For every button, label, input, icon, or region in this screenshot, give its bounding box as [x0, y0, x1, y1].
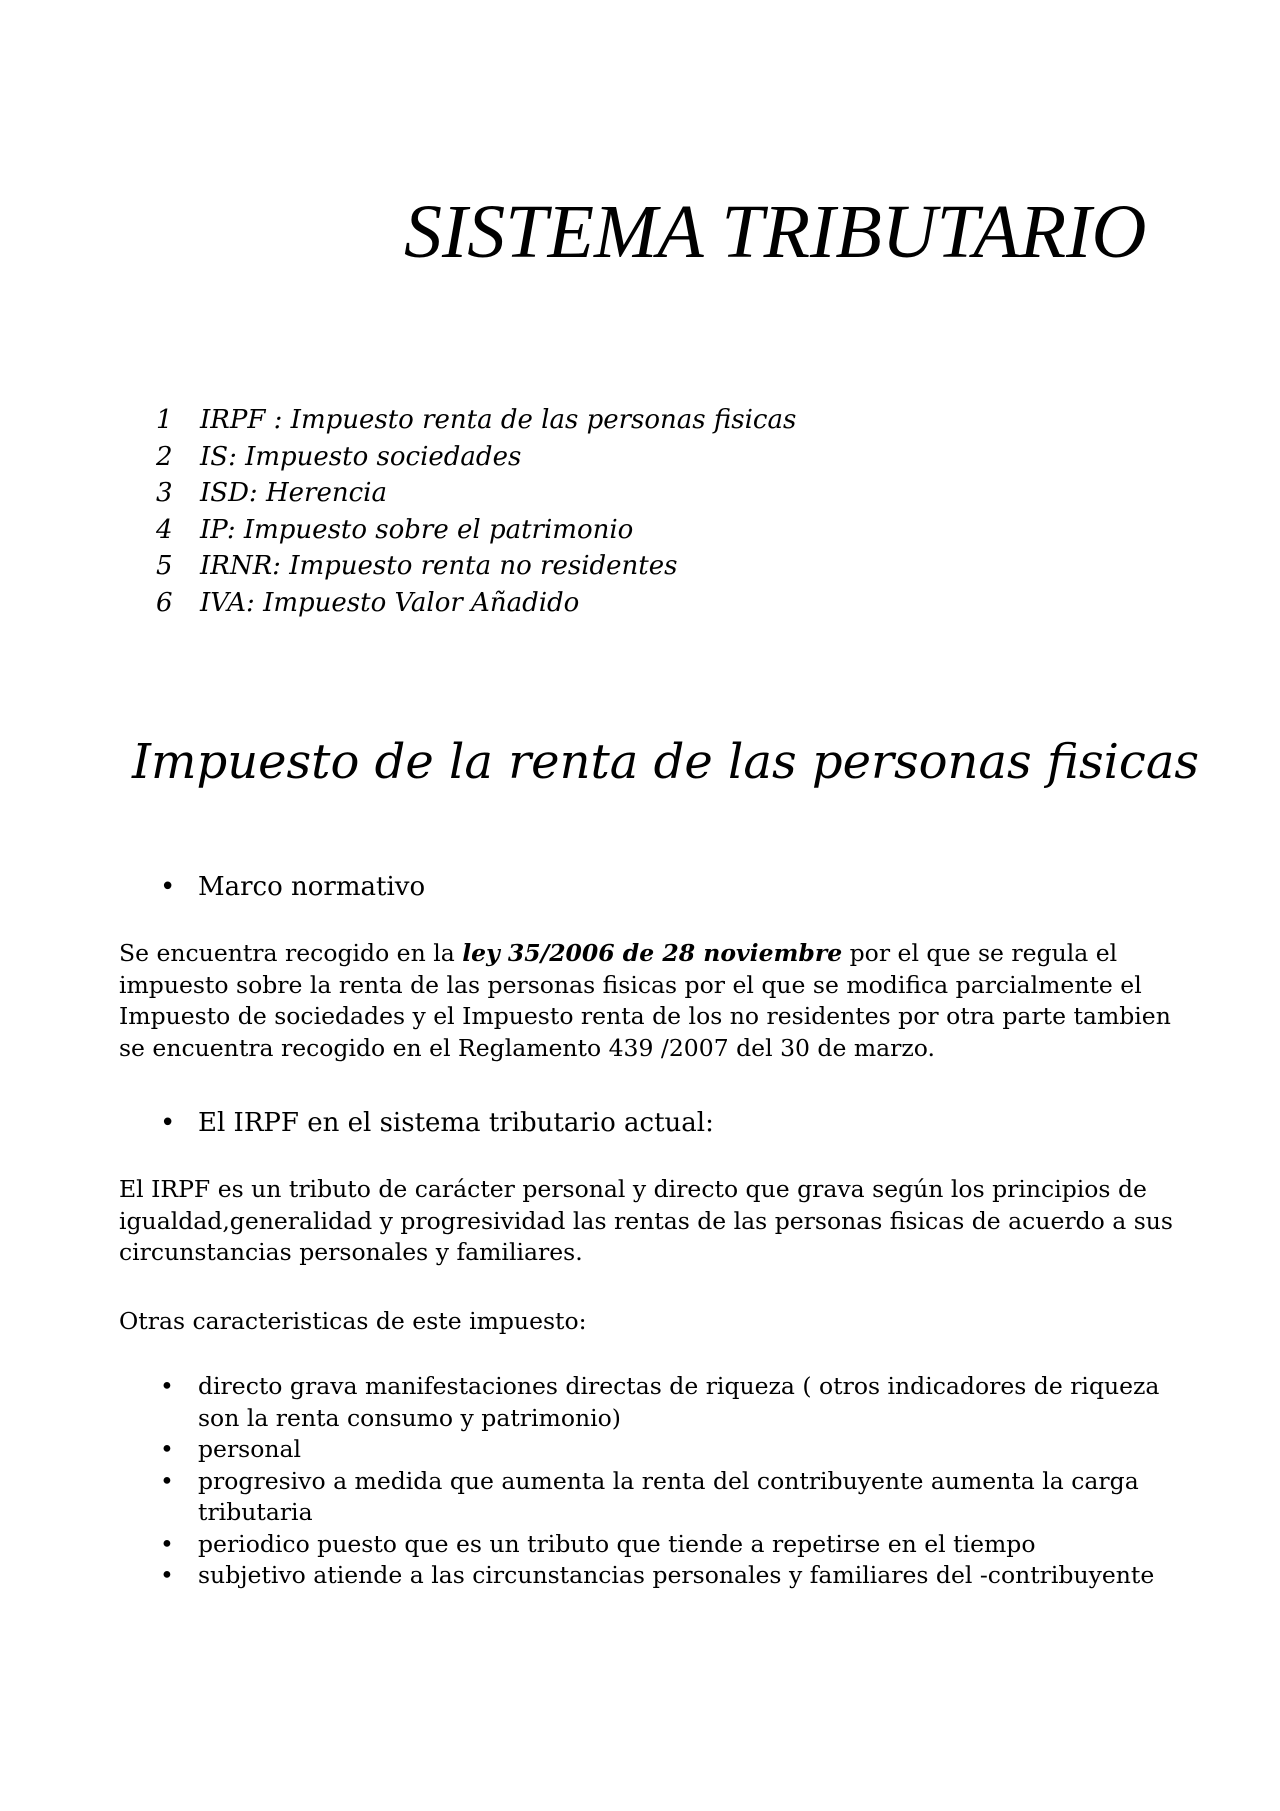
irpf-actual-heading-text: El IRPF en el sistema tributario actual:: [198, 1108, 714, 1138]
bullet-icon: •: [160, 1435, 174, 1463]
list-text: IRPF : Impuesto renta de las personas fisicas: [200, 405, 797, 435]
list-item-text: personal: [198, 1435, 302, 1463]
bullet-icon: •: [160, 872, 176, 902]
tax-list-item: [156, 585, 796, 622]
tax-list-item: [156, 402, 796, 439]
bullet-icon: •: [160, 1466, 174, 1495]
marco-paragraph: [119, 938, 1179, 1064]
list-text: IRNR: Impuesto renta no residentes: [200, 551, 678, 581]
irpf-actual-paragraph: El IRPF es un tributo de carácter personal y directo que grava según los principios de igualdad,generalidad y progresividad las rentas de las personas fisicas de acuerdo a sus circunstancias personales y familiares.: [119, 1175, 1173, 1266]
law-reference: ley 35/2006 de 28 noviembre: [462, 939, 843, 967]
bullet-icon: •: [160, 1108, 176, 1138]
list-number: 3: [156, 478, 173, 508]
marco-text-after: por el que se regula el impuesto sobre la renta de las personas fisicas por el que se modifica parcialmente el Impuesto de sociedades y el Impuesto renta de los no residentes por otra parte tambien se encuentra recogido en el Reglamento 439 /2007 del 30 de marzo.: [119, 939, 1171, 1062]
marco-heading-text: Marco normativo: [198, 872, 426, 902]
list-text: IS: Impuesto sociedades: [200, 441, 522, 472]
list-number: 4: [156, 514, 173, 545]
list-number: 6: [156, 587, 173, 618]
list-text: IP: Impuesto sobre el patrimonio: [200, 514, 634, 545]
list-number: 1: [156, 405, 173, 435]
marco-text-before: Se encuentra recogido en la: [119, 939, 463, 967]
list-item: [160, 1434, 1170, 1466]
list-number: 2: [156, 441, 173, 472]
features-list: [160, 1371, 1170, 1592]
list-item: [160, 1529, 1170, 1561]
marco-heading: [160, 870, 425, 904]
section-heading: Impuesto de la renta de las personas fisicas: [132, 734, 1200, 790]
tax-list-item: [156, 548, 796, 585]
list-item-text: subjetivo atiende a las circunstancias personales y familiares del -contribuyente: [198, 1561, 1155, 1589]
page-title: SISTEMA TRIBUTARIO: [404, 190, 1147, 274]
list-text: IVA: Impuesto Valor Añadido: [200, 587, 580, 618]
list-item-text: directo grava manifestaciones directas de riqueza ( otros indicadores de riqueza son la renta consumo y patrimonio): [198, 1372, 1160, 1432]
tax-list: [156, 402, 796, 621]
list-item: [160, 1560, 1170, 1592]
list-text: ISD: Herencia: [200, 478, 387, 508]
list-item-text: progresivo a medida que aumenta la renta del contribuyente aumenta la carga tributaria: [198, 1466, 1139, 1526]
bullet-icon: •: [160, 1561, 174, 1589]
tax-list-item: [156, 439, 796, 476]
otras-intro: Otras caracteristicas de este impuesto:: [119, 1307, 587, 1335]
bullet-icon: •: [160, 1372, 174, 1400]
list-number: 5: [156, 551, 173, 581]
list-item: [160, 1371, 1170, 1434]
irpf-actual-heading: [160, 1106, 714, 1140]
tax-list-item: [156, 475, 796, 512]
list-item: [160, 1466, 1170, 1529]
tax-list-item: [156, 512, 796, 549]
list-item-text: periodico puesto que es un tributo que tiende a repetirse en el tiempo: [198, 1529, 1036, 1558]
bullet-icon: •: [160, 1529, 174, 1558]
